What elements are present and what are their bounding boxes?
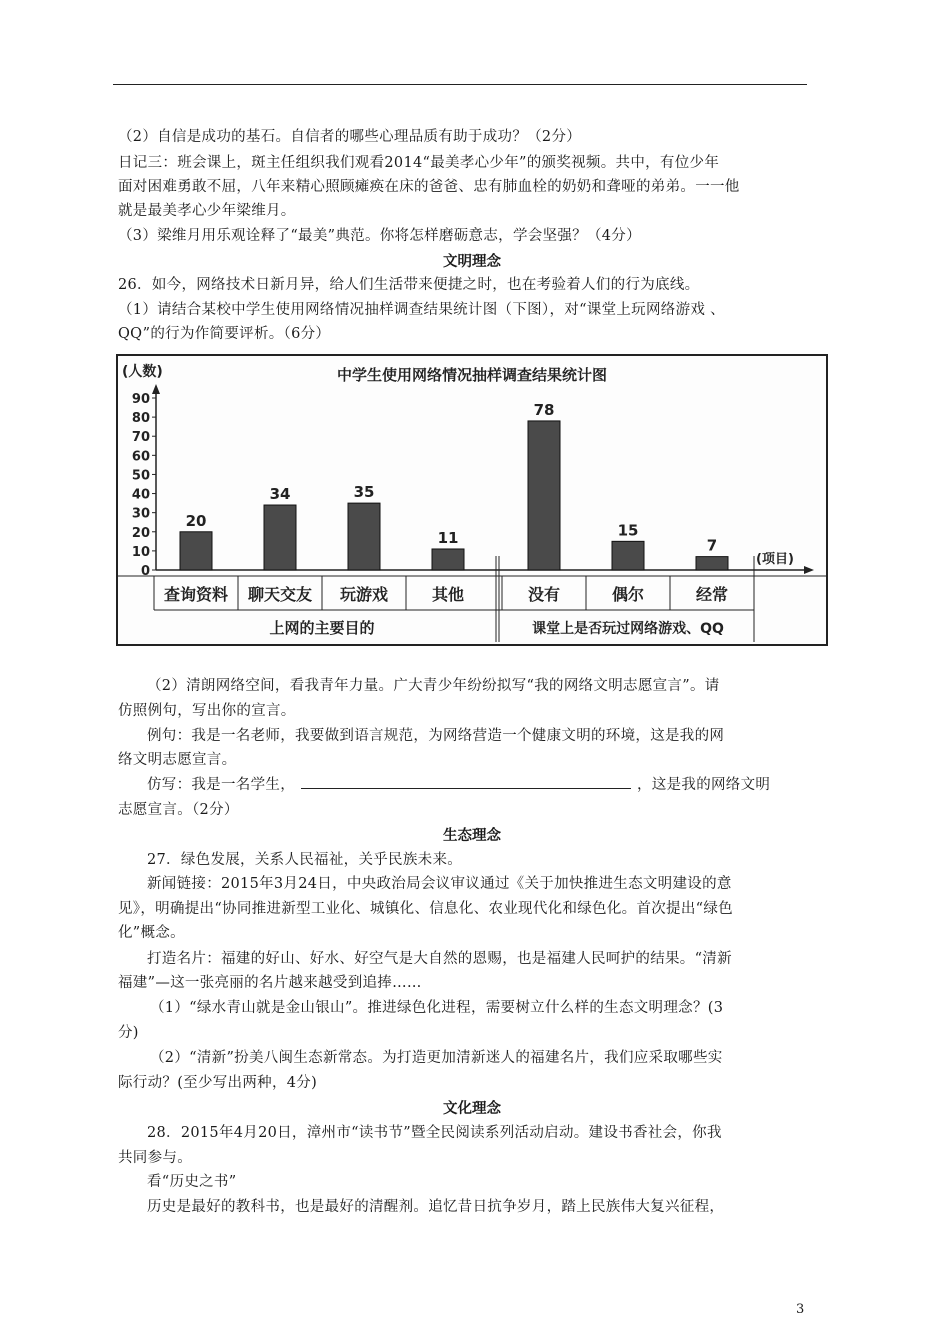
y-tick-label: 40 (131, 487, 150, 503)
header-rule (113, 84, 807, 85)
category-label: 查询资料 (163, 585, 229, 604)
y-tick-label: 0 (140, 564, 150, 579)
text-line: 历史是最好的教科书，也是最好的清醒剂。追忆昔日抗争岁月，踏上民族伟大复兴征程， (147, 1199, 725, 1215)
section-heading: 生态理念 (443, 827, 501, 844)
y-tick-label: 80 (131, 411, 150, 427)
text-line: （2）“清新”扮美八闽生态新常态。为打造更加清新迷人的福建名片，我们应采取哪些实 (150, 1050, 723, 1066)
text-line: 共同参与。 (118, 1150, 192, 1166)
x-axis-label: (项目) (756, 552, 794, 567)
section-heading: 文明理念 (443, 253, 501, 270)
bar-chart (116, 354, 828, 646)
bar (528, 421, 560, 570)
bar-value-label: 7 (706, 536, 718, 555)
y-tick-label: 90 (131, 392, 150, 407)
section-heading: 文化理念 (443, 1100, 501, 1117)
text-line: 仿照例句，写出你的宣言。 (118, 703, 296, 719)
y-tick-label: 50 (131, 468, 150, 484)
text-line: 际行动？(至少写出两种，4分) (118, 1075, 318, 1091)
text-line: 化”概念。 (118, 925, 185, 941)
y-tick-label: 30 (131, 506, 150, 522)
text-line: 见》，明确提出“协同推进新型工业化、城镇化、信息化、农业现代化和绿色化。首次提出“绿色 (118, 901, 733, 917)
text-line: 新闻链接：2015年3月24日，中央政治局会议审议通过《关于加快推进生态文明建设的意 (147, 876, 732, 892)
text-line: （1）请结合某校中学生使用网络情况抽样调查结果统计图（下图），对“课堂上玩网络游戏 、 (118, 302, 725, 318)
category-label: 偶尔 (611, 585, 645, 604)
category-label: 聊天交友 (247, 585, 313, 604)
y-tick-label: 60 (131, 449, 150, 465)
text-line: 打造名片：福建的好山、好水、好空气是大自然的恩赐，也是福建人民呵护的结果。“清新 (147, 951, 732, 967)
bar (180, 532, 212, 570)
text-line: 分) (118, 1025, 139, 1041)
question-27: 27．绿色发展，关系人民福祉，关乎民族未来。 (147, 852, 463, 868)
category-label: 其他 (431, 585, 465, 604)
bar-value-label: 11 (437, 528, 459, 547)
fill-in-line (147, 773, 770, 797)
bar (348, 503, 380, 570)
bar-value-label: 35 (353, 483, 375, 502)
question-28: 28．2015年4月20日，漳州市“读书节”暨全民阅读系列活动启动。建设书香社会，你我 (147, 1125, 722, 1141)
text-line: 看“历史之书” (147, 1174, 237, 1190)
text-line: 就是最美孝心少年梁维月。 (118, 203, 296, 219)
bar (612, 541, 644, 570)
fill-in-suffix: ，这是我的网络文明 (637, 777, 771, 793)
text-line: 络文明志愿宣言。 (118, 752, 237, 768)
bar (696, 557, 728, 570)
chart-title: 中学生使用网络情况抽样调查结果统计图 (336, 366, 608, 384)
text-line: 例句：我是一名老师，我要做到语言规范，为网络营造一个健康文明的环境，这是我的网 (147, 728, 725, 744)
bar-value-label: 34 (269, 485, 291, 504)
text-line: （3）梁维月用乐观诠释了“最美”典范。你将怎样磨砺意志，学会坚强？（4分） (118, 228, 641, 244)
y-axis-label: (人数) (122, 364, 163, 380)
y-tick-label: 20 (131, 525, 150, 541)
text-line: 福建”—这一张亮丽的名片越来越受到追捧…… (118, 975, 422, 991)
text-line: 志愿宣言。（2分） (118, 802, 239, 818)
bar-value-label: 78 (533, 400, 555, 419)
bar (432, 549, 464, 570)
y-tick-label: 10 (131, 544, 150, 560)
bar-value-label: 15 (617, 521, 639, 540)
text-line: （2）清朗网络空间，看我青年力量。广大青少年纷纷拟写“我的网络文明志愿宣言”。请 (147, 678, 720, 694)
bar (264, 505, 296, 570)
category-label: 经常 (695, 585, 729, 604)
y-tick-label: 70 (131, 430, 150, 446)
text-line: QQ”的行为作简要评析。（6分） (118, 326, 331, 342)
group-label: 上网的主要目的 (269, 619, 375, 637)
text-line: （2）自信是成功的基石。自信者的哪些心理品质有助于成功？（2分） (118, 129, 582, 145)
text-line: 面对困难勇敢不屈，八年来精心照顾瘫痪在床的爸爸、忠有肺血栓的奶奶和聋哑的弟弟。一一他 (118, 179, 740, 195)
category-label: 玩游戏 (339, 585, 389, 604)
text-line: （1）“绿水青山就是金山银山”。推进绿色化进程，需要树立什么样的生态文明理念？(3 (150, 1000, 724, 1016)
category-label: 没有 (527, 585, 561, 604)
question-26: 26．如今，网络技术日新月异，给人们生活带来便捷之时，也在考验着人们的行为底线。 (118, 277, 700, 293)
group-label: 课堂上是否玩过网络游戏、QQ (532, 621, 724, 637)
bar-value-label: 20 (185, 511, 207, 530)
page-number: 3 (796, 1302, 805, 1317)
fill-in-prefix: 仿写：我是一名学生， (147, 777, 295, 793)
answer-blank[interactable] (301, 774, 631, 789)
text-line: 日记三：班会课上，斑主任组织我们观看2014“最美孝心少年”的颁奖视频。共中，有位少年 (118, 155, 720, 171)
